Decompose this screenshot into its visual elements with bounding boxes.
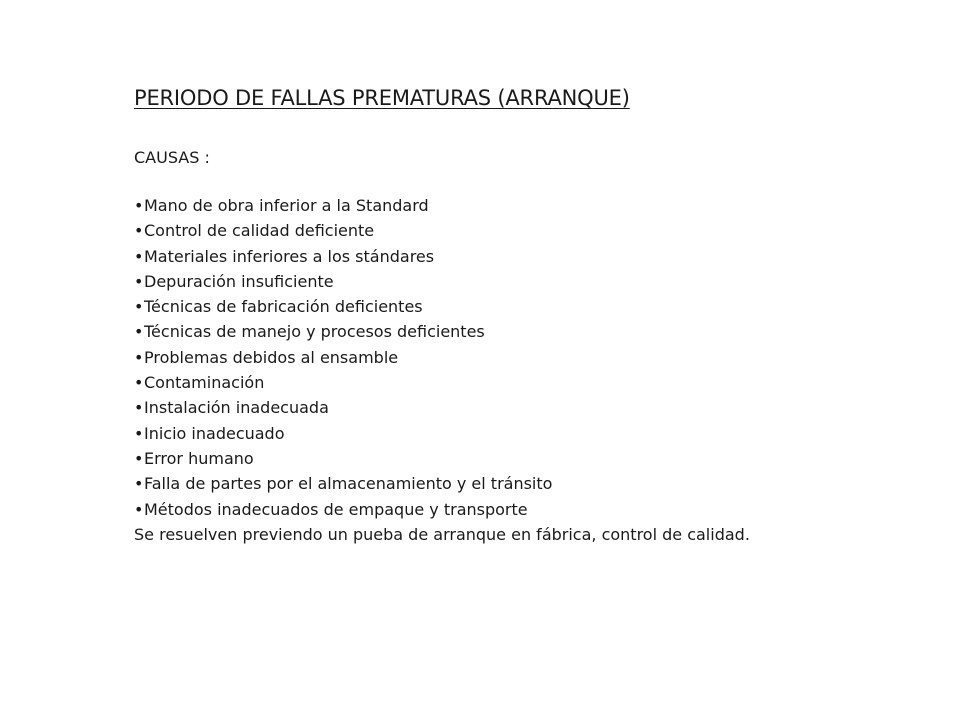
bullet-icon: •	[134, 448, 144, 468]
list-item	[134, 294, 864, 319]
list-item	[134, 471, 864, 496]
bullet-icon: •	[134, 423, 144, 443]
cause-text: Mano de obra inferior a la Standard	[144, 196, 429, 215]
bullet-icon: •	[134, 322, 144, 342]
bullet-icon: •	[134, 499, 144, 519]
cause-text: Instalación inadecuada	[144, 398, 329, 418]
list-item	[134, 193, 864, 218]
bullet-icon: •	[134, 398, 144, 418]
cause-text: Inicio inadecuado	[144, 423, 285, 443]
bullet-icon: •	[134, 297, 144, 317]
cause-text: Depuración insuficiente	[144, 271, 334, 291]
bullet-icon: •	[134, 271, 144, 291]
list-item	[134, 218, 864, 243]
bullet-icon: •	[134, 347, 144, 367]
cause-text: Error humano	[144, 448, 254, 468]
bullet-icon: •	[134, 373, 144, 393]
causes-heading: CAUSAS :	[134, 148, 210, 167]
list-item	[134, 345, 864, 370]
cause-text: Técnicas de fabricación deficientes	[144, 297, 423, 317]
list-item	[134, 497, 864, 522]
cause-text: Materiales inferiores a los stándares	[144, 246, 435, 266]
cause-text: Técnicas de manejo y procesos deficientes	[144, 322, 485, 342]
bullet-icon: •	[134, 196, 144, 215]
cause-text: Problemas debidos al ensamble	[144, 347, 399, 367]
conclusion-text: Se resuelven previendo un pueba de arranque en fábrica, control de calidad.	[134, 524, 750, 544]
cause-text: Métodos inadecuados de empaque y transporte	[144, 499, 528, 519]
list-item	[134, 319, 864, 344]
slide-title: PERIODO DE FALLAS PREMATURAS (ARRANQUE)	[134, 86, 630, 110]
list-item	[134, 370, 864, 395]
cause-text: Control de calidad deficiente	[144, 221, 375, 241]
causes-list	[134, 193, 864, 522]
list-item	[134, 395, 864, 420]
list-item	[134, 269, 864, 294]
cause-text: Contaminación	[144, 373, 265, 393]
cause-text: Falla de partes por el almacenamiento y el tránsito	[144, 474, 553, 494]
list-item	[134, 244, 864, 269]
list-item	[134, 421, 864, 446]
list-item	[134, 446, 864, 471]
bullet-icon: •	[134, 474, 144, 494]
bullet-icon: •	[134, 221, 144, 241]
slide-content	[134, 84, 864, 548]
bullet-icon: •	[134, 246, 144, 266]
